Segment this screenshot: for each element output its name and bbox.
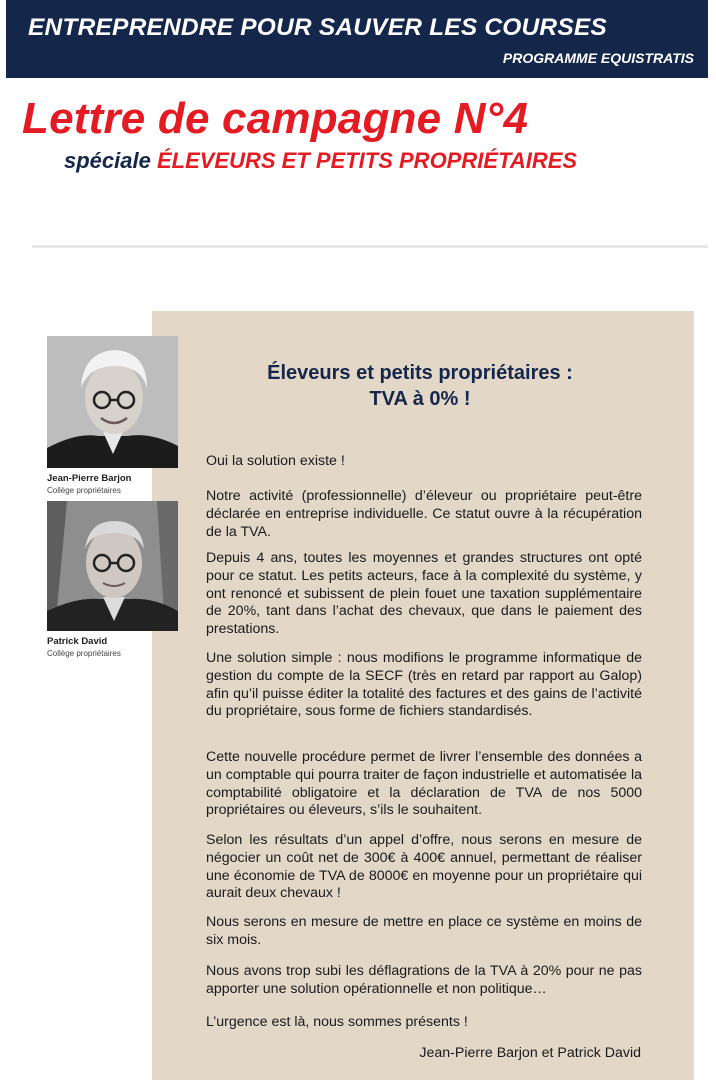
paragraph: Cette nouvelle procédure permet de livrer l’ensemble des données a un comptable qui pourra traiter de façon industrielle et automatisée la comptabilité obligatoire et la déclaration de TVA de nos 5000 propriétaires ou éleveurs, s’ils le souhaitent. (206, 749, 642, 819)
caption-role: Collège propriétaires (47, 486, 121, 495)
portrait-patrick-david (47, 501, 178, 631)
campaign-subheadline (64, 148, 577, 174)
article-title (206, 360, 634, 412)
header-banner (6, 0, 708, 78)
portrait-jean-pierre-barjon (47, 336, 178, 468)
paragraph: Selon les résultats d’un appel d’offre, nous serons en mesure de négocier un coût net de 300€ à 400€ annuel, permettant de réaliser une économie de TVA de 8000€ en moyenne pour un propriétaire qui aurait deux chevaux ! (206, 832, 642, 902)
paragraph: L’urgence est là, nous sommes présents ! (206, 1014, 468, 1030)
signature: Jean-Pierre Barjon et Patrick David (419, 1045, 641, 1061)
subhead-prefix: spéciale (64, 148, 151, 173)
caption-name: Patrick David (47, 636, 108, 647)
paragraph: Nous serons en mesure de mettre en place ce système en moins de six mois. (206, 914, 642, 948)
subhead-highlight: ÉLEVEURS ET PETITS PROPRIÉTAIRES (156, 148, 578, 173)
campaign-headline: Lettre de campagne N°4 (22, 94, 529, 143)
article-title-line: TVA à 0% ! (369, 388, 471, 410)
caption-role: Collège propriétaires (47, 649, 121, 658)
paragraph: Depuis 4 ans, toutes les moyennes et grandes structures ont opté pour ce statut. Les petits acteurs, face à la complexité du système, y ont renoncé et subissent de plein fouet une taxation supplémentaire de 20%, tant dans l’achat des chevaux, que dans le paiement des prestations. (206, 550, 642, 638)
paragraph: Une solution simple : nous modifions le programme informatique de gestion du compte de la SECF (très en retard par rapport au Galop) afin qu’il puisse éditer la totalité des factures et des gains de l’activité du propriétaire, sous forme de fichiers standardisés. (206, 650, 642, 720)
divider (32, 245, 708, 248)
banner-title: ENTREPRENDRE POUR SAUVER LES COURSES (28, 14, 607, 41)
caption-name: Jean-Pierre Barjon (47, 473, 132, 484)
paragraph: Oui la solution existe ! (206, 453, 345, 469)
paragraph: Notre activité (professionnelle) d’éleveur ou propriétaire peut-être déclarée en entreprise individuelle. Ce statut ouvre à la récupération de la TVA. (206, 488, 642, 540)
paragraph: Nous avons trop subi les déflagrations de la TVA à 20% pour ne pas apporter une solution opérationnelle et non politique… (206, 963, 642, 997)
banner-subtitle: PROGRAMME EQUISTRATIS (502, 50, 694, 66)
article-title-line: Éleveurs et petits propriétaires : (267, 362, 573, 384)
